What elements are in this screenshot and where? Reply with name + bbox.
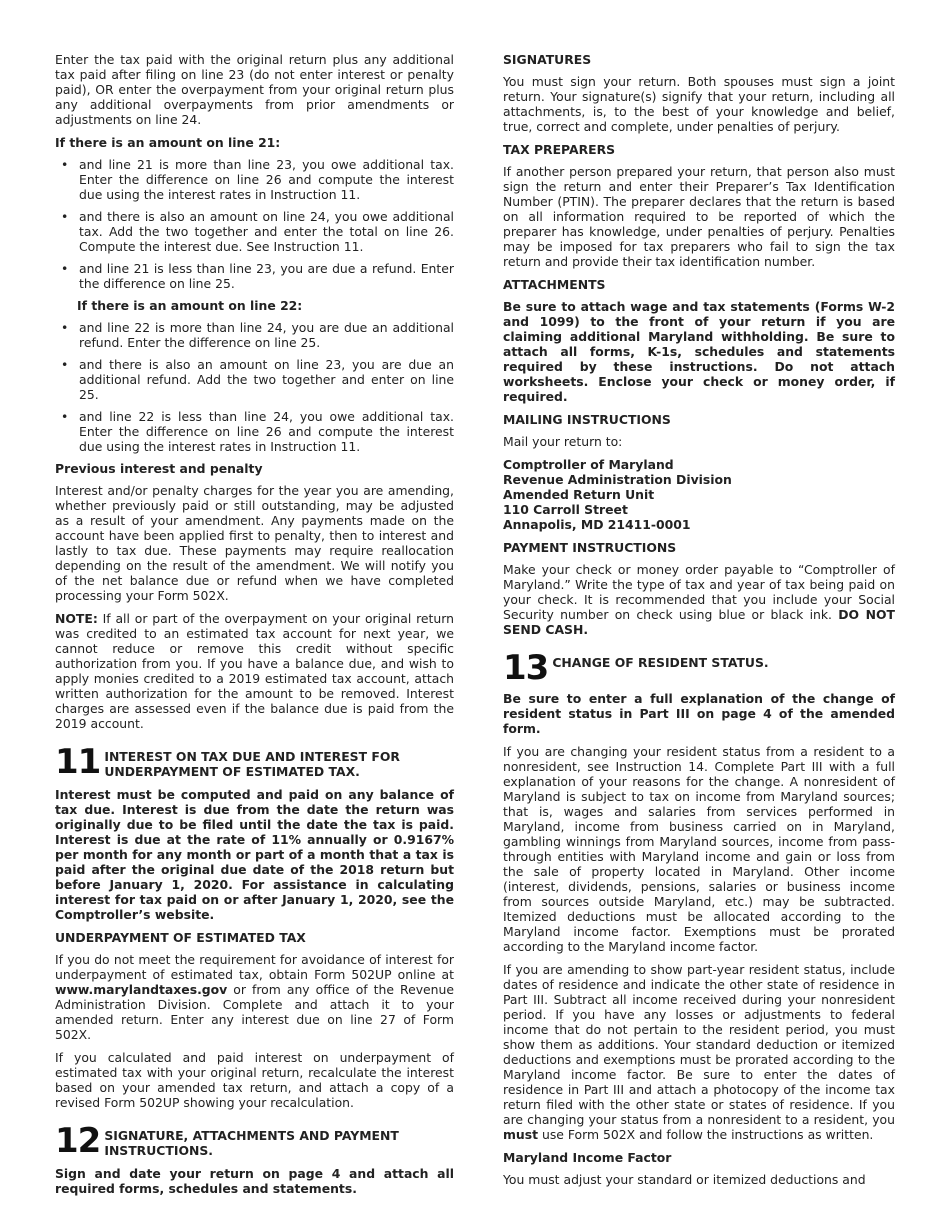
section-title: SIGNATURE, ATTACHMENTS AND PAYMENT INSTRUCTIONS. — [104, 1128, 399, 1158]
payment-paragraph — [503, 562, 895, 637]
note-label: NOTE: — [55, 611, 98, 626]
section-12-bold-paragraph: Sign and date your return on page 4 and attach all required forms, schedules and statements. — [55, 1166, 454, 1196]
address-line: Revenue Administration Division — [503, 472, 732, 487]
right-column — [503, 52, 895, 1195]
attachments-paragraph: Be sure to attach wage and tax statements (Forms W-2 and 1099) to the front of your return if you are claiming additional Maryland withholding. Be sure to attach all forms, K-1s, schedules and statements required by these instructions. Do not attach worksheets. Enclose your check or money order, if required. — [503, 299, 895, 404]
previous-interest-heading: Previous interest and penalty — [55, 461, 263, 476]
resident-text: If you are amending to show part-year resident status, include dates of residence and indicate the other state of residence in Part III. Subtract all income received during your nonresident period. If you have any losses or adjustments to federal income that do not pertain to the resident period, you must show them as additions. Your standard deduction or itemized deductions and exemptions must be prorated according to the Maryland income factor. Be sure to enter the dates of residence in Part III and attach a photocopy of the income tax return filed with the other state or states of residence. If you are changing your status from a nonresident to a resident, you — [503, 962, 895, 1127]
previous-interest-paragraph: Interest and/or penalty charges for the year you are amending, whether previously paid or still outstanding, may be adjusted as a result of your amendment. Any payments made on the account have been applied first to penalty, then to interest and lastly to tax due. These payments may require reallocation depending on the result of the amendment. We will notify you of the net balance due or refund when we have completed processing your Form 502X. — [55, 483, 454, 603]
list-item: • and line 21 is less than line 23, you are due a refund. Enter the difference on line 25. — [55, 261, 454, 291]
mailing-heading: MAILING INSTRUCTIONS — [503, 412, 671, 427]
signatures-paragraph: You must sign your return. Both spouses must sign a joint return. Your signature(s) signify that your return, including all attachments, is, to the best of your knowledge and belief, true, correct and complete, under penalties of perjury. — [503, 74, 895, 134]
resident-text-cont: use Form 502X and follow the instructions as written. — [538, 1127, 874, 1142]
income-factor-heading: Maryland Income Factor — [503, 1150, 672, 1165]
payment-heading: PAYMENT INSTRUCTIONS — [503, 540, 677, 555]
underpayment-text: If you do not meet the requirement for avoidance of interest for underpayment of estimated tax, obtain Form 502UP online at — [55, 952, 454, 982]
line22-heading: If there is an amount on line 22: — [77, 298, 303, 313]
address-line: Comptroller of Maryland — [503, 457, 674, 472]
address-line: 110 Carroll Street — [503, 502, 628, 517]
resident-paragraph-2 — [503, 962, 895, 1142]
section-title: CHANGE OF RESIDENT STATUS. — [552, 655, 769, 670]
section-number: 12 — [55, 1121, 101, 1161]
address-line: Annapolis, MD 21411-0001 — [503, 517, 691, 532]
list-item: • and line 21 is more than line 23, you owe additional tax. Enter the difference on line 26 and compute the interest due using the interest rates in Instruction 11. — [55, 157, 454, 202]
underpayment-paragraph — [55, 952, 454, 1042]
note-paragraph — [55, 611, 454, 731]
signatures-heading: SIGNATURES — [503, 52, 592, 67]
no-cash-warning: DO NOT SEND CASH. — [503, 607, 895, 637]
left-column — [55, 52, 454, 1204]
section-number: 11 — [55, 742, 101, 782]
section-12-header — [55, 1121, 454, 1161]
mailing-paragraph: Mail your return to: — [503, 434, 623, 449]
address-line: Amended Return Unit — [503, 487, 655, 502]
must-emphasis: must — [503, 1127, 539, 1142]
note-text: If all or part of the overpayment on your original return was credited to an estimated tax account for next year, we cannot reduce or remove this credit without specific authorization from you. If you have a balance due, and wish to apply monies credited to a 2019 estimated tax account, attach written authorization for the amount to be removed. Interest charges are assessed even if the balance due is paid from the 2019 account. — [55, 611, 454, 731]
underpayment-text-cont: or from any office of the Revenue Administration Division. Complete and attach it to your amended return. Enter any interest due on line 27 of Form 502X. — [55, 982, 454, 1042]
attachments-heading: ATTACHMENTS — [503, 277, 606, 292]
list-item: • and line 22 is less than line 24, you owe additional tax. Enter the difference on line 26 and compute the interest due using the interest rates in Instruction 11. — [55, 409, 454, 454]
list-item: • and there is also an amount on line 23, you are due an additional refund. Add the two together and enter on line 25. — [55, 357, 454, 402]
underpayment-paragraph-2: If you calculated and paid interest on underpayment of estimated tax with your original return, recalculate the interest based on your amended tax return, and attach a copy of a revised Form 502UP showing your recalculation. — [55, 1050, 454, 1110]
mailing-address — [503, 457, 895, 532]
intro-paragraph: Enter the tax paid with the original return plus any additional tax paid after filing on line 23 (do not enter interest or penalty paid), OR enter the overpayment from your original return plus any additional overpayments from prior amendments or adjustments on line 24. — [55, 52, 454, 127]
section-13-bold-paragraph: Be sure to enter a full explanation of the change of resident status in Part III on page 4 of the amended form. — [503, 691, 895, 736]
section-11-bold-paragraph: Interest must be computed and paid on any balance of tax due. Interest is due from the date the return was originally due to be filed until the date the tax is paid. Interest is due at the rate of 11% annually or 0.9167% per month for any month or part of a month that a tax is paid after the original due date of the 2018 return but before January 1, 2020. For assistance in calculating interest for tax paid on or after January 1, 2020, see the Comptroller’s website. — [55, 787, 454, 922]
line21-list — [55, 157, 454, 291]
tax-preparers-paragraph: If another person prepared your return, that person also must sign the return and enter their Preparer’s Tax Identification Number (PTIN). The preparer declares that the return is based on all information required to be reported of which the preparer has knowledge, under penalties of perjury. Penalties may be imposed for tax preparers who fail to sign the tax return and provide their tax identification number. — [503, 164, 895, 269]
section-13-header — [503, 648, 895, 688]
section-number: 13 — [503, 648, 549, 688]
section-title: INTEREST ON TAX DUE AND INTEREST FOR UNDERPAYMENT OF ESTIMATED TAX. — [104, 749, 400, 779]
underpayment-heading: UNDERPAYMENT OF ESTIMATED TAX — [55, 930, 306, 945]
line22-list — [55, 320, 454, 454]
tax-preparers-heading: TAX PREPARERS — [503, 142, 616, 157]
website-link[interactable]: www.marylandtaxes.gov — [55, 982, 228, 997]
section-11-header — [55, 742, 454, 782]
list-item: • and there is also an amount on line 24, you owe additional tax. Add the two together and enter the total on line 26. Compute the interest due. See Instruction 11. — [55, 209, 454, 254]
list-item: • and line 22 is more than line 24, you are due an additional refund. Enter the difference on line 25. — [55, 320, 454, 350]
payment-text: Make your check or money order payable to “Comptroller of Maryland.” Write the type of tax and year of tax being paid on your check. It is recommended that you include your Social Security number on check using blue or black ink. — [503, 562, 895, 622]
resident-paragraph-1: If you are changing your resident status from a resident to a nonresident, see Instruction 14. Complete Part III with a full explanation of your reasons for the change. A nonresident of Maryland is subject to tax on income from Maryland sources; that is, wages and salaries from services performed in Maryland, income from business carried on in Maryland, gambling winnings from Maryland sources, income from pass-through entities with Maryland income and gain or loss from the sale of property located in Maryland. Other income (interest, dividends, pensions, salaries or business income from sources outside Maryland, etc.) may be subtracted. Itemized deductions must be allocated according to the Maryland income factor. Exemptions must be prorated according to the Maryland income factor. — [503, 744, 895, 954]
line21-heading: If there is an amount on line 21: — [55, 135, 281, 150]
income-factor-paragraph: You must adjust your standard or itemized deductions and — [503, 1172, 866, 1187]
